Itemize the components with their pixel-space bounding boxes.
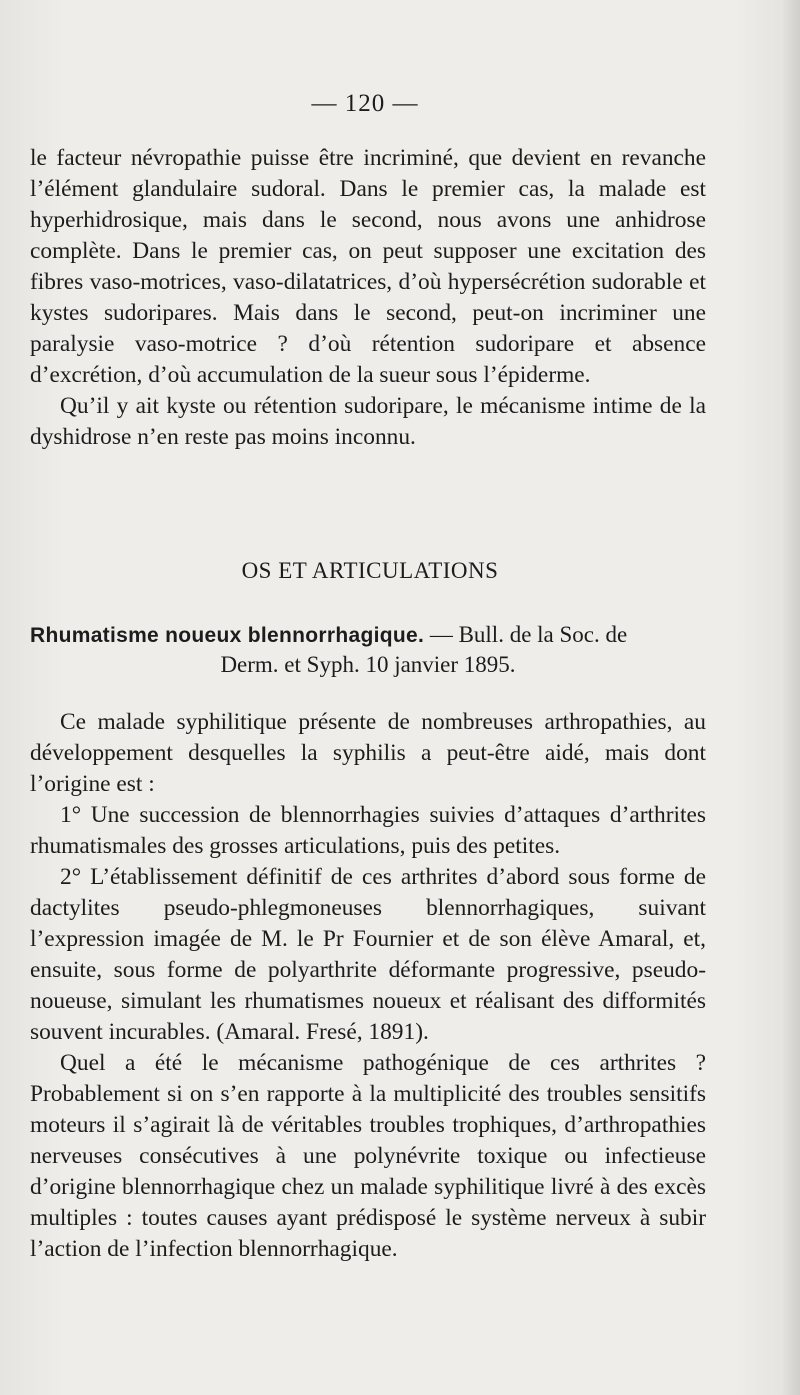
article-title-block — [30, 620, 706, 679]
paragraph: le facteur névropathie puisse être incriminé, que devient en revanche l’élément glandulaire sudoral. Dans le premier cas, la malade est hyperhidrosique, mais dans le second, nous avons une anhidrose complète. Dans le premier cas, on peut supposer une excitation des fibres vaso-motrices, vaso-dilatatrices, d’où hypersécrétion sudorable et kystes sudoripares. Mais dans le second, peut-on incriminer une paralysie vaso-motrice ? d’où rétention sudoripare et absence d’excrétion, d’où accumulation de la sueur sous l’épiderme. — [30, 145, 706, 388]
bottom-text-block — [30, 707, 706, 1265]
page-edge-shadow — [782, 0, 800, 1395]
article-source-line2: Derm. et Syph. 10 janvier 1895. — [220, 652, 516, 677]
section-heading: OS ET ARTICULATIONS — [241, 558, 499, 583]
top-text-block — [30, 143, 706, 453]
page-number: — 120 — — [311, 90, 419, 117]
paragraph: 2° L’établissement définitif de ces arthrites d’abord sous forme de dactylites pseudo-phlegmoneuses blennorrhagiques, suivant l’expression imagée de M. le Pr Fournier et de son élève Amaral, et, ensuite, sous forme de polyarthrite déformante progressive, pseudo-noueuse, simulant les rhumatismes noueux et réalisant des difformités souvent incurables. (Amaral. Fresé, 1891). — [30, 864, 706, 1045]
article-source-line1: — Bull. de la Soc. de — [429, 622, 628, 647]
article-title: Rhumatisme noueux blennorrhagique. — [30, 624, 425, 647]
paragraph: 1° Une succession de blennorrhagies suivies d’attaques d’arthrites rhumatismales des grosses articulations, puis des petites. — [30, 802, 706, 859]
paragraph: Quel a été le mécanisme pathogénique de ces arthrites ? Probablement si on s’en rapporte à la multiplicité des troubles sensitifs moteurs il s’agirait là de véritables troubles trophiques, d’arthropathies nerveuses consécutives à une polynévrite toxique ou infectieuse d’origine blennorrhagique chez un malade syphilitique livré à des excès multiples : toutes causes ayant prédisposé le système nerveux à subir l’action de l’infection blennorrhagique. — [30, 1050, 706, 1262]
paragraph: Ce malade syphilitique présente de nombreuses arthropathies, au développement desquelles la syphilis a peut-être aidé, mais dont l’origine est : — [30, 709, 706, 797]
paragraph: Qu’il y ait kyste ou rétention sudoripare, le mécanisme intime de la dyshidrose n’en reste pas moins inconnu. — [30, 393, 706, 450]
